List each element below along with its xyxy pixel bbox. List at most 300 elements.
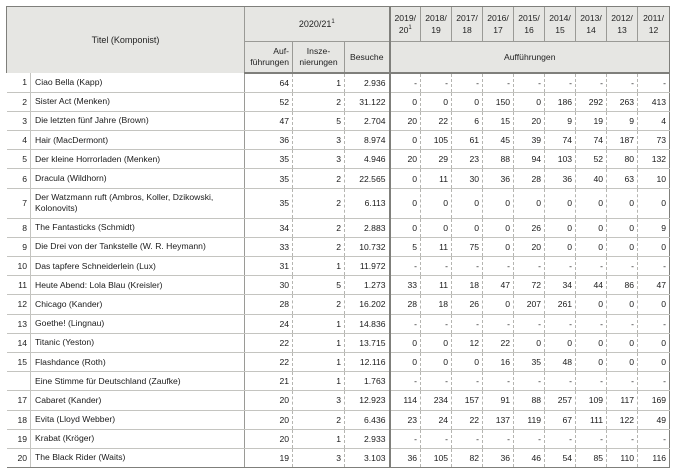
season-performances-cell: 0: [607, 333, 638, 352]
season-performances-cell: 6: [452, 111, 483, 130]
table-row: [7, 237, 670, 256]
table-row: [7, 218, 670, 237]
season-performances-cell: -: [514, 73, 545, 92]
season-performances-cell: 9: [545, 111, 576, 130]
productions-cell: 2: [293, 295, 345, 314]
season-performances-cell: 0: [483, 237, 514, 256]
season-performances-cell: 0: [607, 352, 638, 371]
season-performances-cell: 0: [638, 333, 670, 352]
season-performances-cell: -: [576, 73, 607, 92]
season-performances-cell: 0: [421, 333, 452, 352]
season-performances-cell: 29: [421, 150, 452, 169]
season-performances-cell: -: [390, 429, 421, 448]
season-performances-cell: 36: [545, 169, 576, 188]
season-performances-cell: -: [638, 257, 670, 276]
season-performances-cell: 9: [607, 111, 638, 130]
season-performances-cell: -: [421, 372, 452, 391]
table-row: [7, 150, 670, 169]
visits-header: Besuche: [345, 42, 390, 74]
season-performances-cell: 0: [607, 295, 638, 314]
performances-header: Auf- führungen: [245, 42, 293, 74]
season-performances-cell: -: [390, 257, 421, 276]
rank-cell: 10: [7, 257, 31, 276]
title-cell: Chicago (Kander): [31, 295, 245, 314]
season-performances-cell: 0: [576, 352, 607, 371]
season-header: 2012/ 13: [607, 7, 638, 42]
visits-cell: 4.946: [345, 150, 390, 169]
performances-cell: 20: [245, 429, 293, 448]
season-performances-cell: -: [545, 257, 576, 276]
productions-cell: 2: [293, 92, 345, 111]
season-performances-cell: -: [452, 73, 483, 92]
season-header: 2019/ $20^1$: [390, 7, 421, 42]
rank-cell: 9: [7, 237, 31, 256]
season-performances-cell: -: [483, 314, 514, 333]
season-performances-cell: 61: [452, 131, 483, 150]
season-performances-cell: 0: [514, 188, 545, 218]
season-performances-cell: -: [514, 429, 545, 448]
season-performances-cell: -: [607, 73, 638, 92]
rank-cell: 8: [7, 218, 31, 237]
productions-cell: 3: [293, 131, 345, 150]
season-performances-cell: -: [607, 429, 638, 448]
season-performances-cell: -: [607, 314, 638, 333]
season-performances-cell: 40: [576, 169, 607, 188]
season-performances-cell: 169: [638, 391, 670, 410]
season-header: 2013/ 14: [576, 7, 607, 42]
visits-cell: 12.923: [345, 391, 390, 410]
season-performances-cell: 0: [452, 92, 483, 111]
season-performances-cell: -: [483, 372, 514, 391]
season-performances-cell: 0: [390, 352, 421, 371]
title-cell: Ciao Bella (Kapp): [31, 73, 245, 92]
season-header: 2016/ 17: [483, 7, 514, 42]
title-cell: Sister Act (Menken): [31, 92, 245, 111]
performances-cell: 52: [245, 92, 293, 111]
title-cell: Der kleine Horrorladen (Menken): [31, 150, 245, 169]
season-performances-cell: 0: [638, 352, 670, 371]
season-performances-cell: 234: [421, 391, 452, 410]
season-performances-cell: 0: [638, 188, 670, 218]
table-row: [7, 169, 670, 188]
title-column-header: Titel (Komponist): [7, 7, 245, 74]
table-row: [7, 188, 670, 218]
productions-header: Insze- nierungen: [293, 42, 345, 74]
productions-cell: 3: [293, 150, 345, 169]
season-header: 2014/ 15: [545, 7, 576, 42]
visits-cell: 6.113: [345, 188, 390, 218]
season-performances-cell: -: [607, 372, 638, 391]
season-performances-cell: 114: [390, 391, 421, 410]
rank-cell: 3: [7, 111, 31, 130]
productions-cell: 1: [293, 257, 345, 276]
season-performances-cell: 9: [638, 218, 670, 237]
performances-cell: 33: [245, 237, 293, 256]
rank-cell: 2: [7, 92, 31, 111]
season-performances-cell: 22: [452, 410, 483, 429]
season-performances-cell: 0: [638, 237, 670, 256]
season-performances-cell: 116: [638, 448, 670, 467]
performances-cell: 21: [245, 372, 293, 391]
performances-cell: 64: [245, 73, 293, 92]
title-cell: Der Watzmann ruft (Ambros, Koller, Dzikowski, Kolonovits): [31, 188, 245, 218]
visits-cell: 3.103: [345, 448, 390, 467]
season-performances-cell: -: [421, 257, 452, 276]
season-performances-cell: 119: [514, 410, 545, 429]
title-cell: Titanic (Yeston): [31, 333, 245, 352]
season-performances-cell: -: [545, 372, 576, 391]
title-cell: Flashdance (Roth): [31, 352, 245, 371]
table-row: [7, 257, 670, 276]
visits-cell: 22.565: [345, 169, 390, 188]
season-performances-cell: 33: [390, 276, 421, 295]
season-performances-cell: 91: [483, 391, 514, 410]
season-performances-cell: 11: [421, 169, 452, 188]
title-cell: The Fantasticks (Schmidt): [31, 218, 245, 237]
season-performances-cell: -: [638, 73, 670, 92]
table-row: [7, 111, 670, 130]
season-performances-cell: 49: [638, 410, 670, 429]
season-performances-cell: 292: [576, 92, 607, 111]
season-performances-cell: 0: [390, 333, 421, 352]
performances-group-header: Aufführungen: [390, 42, 670, 74]
season-performances-cell: 85: [576, 448, 607, 467]
productions-cell: 1: [293, 314, 345, 333]
season-performances-cell: 413: [638, 92, 670, 111]
performances-cell: 35: [245, 150, 293, 169]
productions-cell: 5: [293, 111, 345, 130]
season-performances-cell: 26: [514, 218, 545, 237]
season-performances-cell: 0: [607, 218, 638, 237]
season-performances-cell: -: [452, 257, 483, 276]
season-performances-cell: 207: [514, 295, 545, 314]
visits-cell: 16.202: [345, 295, 390, 314]
season-performances-cell: 20: [390, 111, 421, 130]
season-header: 2018/ 19: [421, 7, 452, 42]
season-performances-cell: 0: [483, 295, 514, 314]
productions-cell: 2: [293, 218, 345, 237]
season-performances-cell: 0: [390, 218, 421, 237]
season-performances-cell: 0: [576, 237, 607, 256]
productions-cell: 3: [293, 448, 345, 467]
header-row-top: [7, 7, 670, 42]
season-performances-cell: -: [638, 372, 670, 391]
season-performances-cell: 0: [638, 295, 670, 314]
season-performances-cell: 88: [514, 391, 545, 410]
visits-cell: 1.273: [345, 276, 390, 295]
rank-cell: 6: [7, 169, 31, 188]
performances-cell: 24: [245, 314, 293, 333]
visits-cell: 11.972: [345, 257, 390, 276]
rank-cell: 19: [7, 429, 31, 448]
title-cell: Evita (Lloyd Webber): [31, 410, 245, 429]
season-performances-cell: 45: [483, 131, 514, 150]
visits-cell: 31.122: [345, 92, 390, 111]
performances-cell: 20: [245, 410, 293, 429]
season-performances-cell: 0: [607, 188, 638, 218]
rank-cell: 15: [7, 352, 31, 371]
visits-cell: 10.732: [345, 237, 390, 256]
season-performances-cell: 0: [390, 188, 421, 218]
performances-cell: 35: [245, 169, 293, 188]
season-performances-cell: -: [576, 257, 607, 276]
season-performances-cell: 12: [452, 333, 483, 352]
rank-cell: 1: [7, 73, 31, 92]
title-cell: Heute Abend: Lola Blau (Kreisler): [31, 276, 245, 295]
season-performances-cell: 36: [483, 448, 514, 467]
season-performances-cell: 109: [576, 391, 607, 410]
season-performances-cell: 26: [452, 295, 483, 314]
season-performances-cell: 86: [607, 276, 638, 295]
season-performances-cell: 0: [421, 92, 452, 111]
performances-cell: 34: [245, 218, 293, 237]
season-performances-cell: 105: [421, 448, 452, 467]
table-row: [7, 276, 670, 295]
season-performances-cell: 0: [576, 218, 607, 237]
season-performances-cell: 132: [638, 150, 670, 169]
season-performances-cell: 0: [452, 188, 483, 218]
season-performances-cell: 11: [421, 276, 452, 295]
visits-cell: 8.974: [345, 131, 390, 150]
season-performances-cell: -: [390, 73, 421, 92]
season-performances-cell: 15: [483, 111, 514, 130]
season-performances-cell: 23: [390, 410, 421, 429]
season-performances-cell: -: [576, 372, 607, 391]
season-performances-cell: 20: [390, 150, 421, 169]
performances-cell: 20: [245, 391, 293, 410]
table-row: [7, 131, 670, 150]
table-row: [7, 73, 670, 92]
title-cell: Eine Stimme für Deutschland (Zaufke): [31, 372, 245, 391]
performances-cell: 19: [245, 448, 293, 467]
season-performances-cell: 0: [545, 333, 576, 352]
rank-cell: 13: [7, 314, 31, 333]
productions-cell: 2: [293, 410, 345, 429]
visits-cell: 13.715: [345, 333, 390, 352]
productions-cell: 2: [293, 237, 345, 256]
table-row: [7, 429, 670, 448]
season-performances-cell: -: [483, 73, 514, 92]
season-performances-cell: 0: [576, 188, 607, 218]
season-performances-cell: 47: [483, 276, 514, 295]
performances-cell: 36: [245, 131, 293, 150]
performances-cell: 22: [245, 352, 293, 371]
visits-cell: 2.883: [345, 218, 390, 237]
season-performances-cell: 19: [576, 111, 607, 130]
season-performances-cell: 150: [483, 92, 514, 111]
season-performances-cell: 4: [638, 111, 670, 130]
season-performances-cell: 0: [514, 92, 545, 111]
visits-cell: 14.836: [345, 314, 390, 333]
productions-cell: 1: [293, 73, 345, 92]
title-cell: Hair (MacDermont): [31, 131, 245, 150]
season-performances-cell: -: [638, 429, 670, 448]
season-performances-cell: 0: [390, 169, 421, 188]
performances-cell: 35: [245, 188, 293, 218]
season-performances-cell: 52: [576, 150, 607, 169]
season-performances-cell: -: [545, 429, 576, 448]
visits-cell: 12.116: [345, 352, 390, 371]
season-performances-cell: 18: [452, 276, 483, 295]
season-performances-cell: 0: [576, 295, 607, 314]
season-performances-cell: -: [638, 314, 670, 333]
season-performances-cell: 0: [390, 131, 421, 150]
season-performances-cell: 261: [545, 295, 576, 314]
season-performances-cell: 94: [514, 150, 545, 169]
season-header: 2011/ 12: [638, 7, 670, 42]
visits-cell: 1.763: [345, 372, 390, 391]
season-performances-cell: 67: [545, 410, 576, 429]
season-performances-cell: 103: [545, 150, 576, 169]
season-performances-cell: 44: [576, 276, 607, 295]
season-performances-cell: 18: [421, 295, 452, 314]
visits-cell: 6.436: [345, 410, 390, 429]
season-performances-cell: -: [483, 429, 514, 448]
table-row: [7, 314, 670, 333]
season-performances-cell: 80: [607, 150, 638, 169]
table-row: [7, 410, 670, 429]
table-body: [7, 73, 670, 468]
table-row: [7, 333, 670, 352]
season-performances-cell: 28: [390, 295, 421, 314]
visits-cell: 2.936: [345, 73, 390, 92]
title-cell: Cabaret (Kander): [31, 391, 245, 410]
visits-cell: 2.933: [345, 429, 390, 448]
season-2020-21-header: $2020/21^1$: [245, 7, 390, 42]
productions-cell: 1: [293, 372, 345, 391]
season-performances-cell: 0: [390, 92, 421, 111]
season-performances-cell: 36: [483, 169, 514, 188]
season-performances-cell: 63: [607, 169, 638, 188]
season-performances-cell: 34: [545, 276, 576, 295]
season-performances-cell: 0: [576, 333, 607, 352]
rank-cell: 4: [7, 131, 31, 150]
season-performances-cell: -: [545, 73, 576, 92]
season-performances-cell: 110: [607, 448, 638, 467]
table-row: [7, 448, 670, 467]
season-performances-cell: -: [483, 257, 514, 276]
season-performances-cell: 28: [514, 169, 545, 188]
season-performances-cell: 111: [576, 410, 607, 429]
season-performances-cell: 0: [452, 218, 483, 237]
season-performances-cell: -: [607, 257, 638, 276]
title-cell: Krabat (Kröger): [31, 429, 245, 448]
season-performances-cell: -: [421, 429, 452, 448]
rank-cell: 14: [7, 333, 31, 352]
season-performances-cell: 54: [545, 448, 576, 467]
season-performances-cell: 0: [514, 333, 545, 352]
title-cell: Goethe! (Lingnau): [31, 314, 245, 333]
title-cell: Die Drei von der Tankstelle (W. R. Heymann): [31, 237, 245, 256]
season-performances-cell: 263: [607, 92, 638, 111]
season-performances-cell: 73: [638, 131, 670, 150]
season-performances-cell: 22: [421, 111, 452, 130]
season-performances-cell: 23: [452, 150, 483, 169]
rank-cell: 20: [7, 448, 31, 467]
season-performances-cell: -: [390, 372, 421, 391]
rank-cell: 12: [7, 295, 31, 314]
productions-cell: 2: [293, 169, 345, 188]
season-performances-cell: 72: [514, 276, 545, 295]
season-performances-cell: 0: [545, 218, 576, 237]
performances-cell: 31: [245, 257, 293, 276]
performances-cell: 30: [245, 276, 293, 295]
season-performances-cell: -: [514, 372, 545, 391]
season-performances-cell: 0: [421, 352, 452, 371]
season-performances-cell: -: [390, 314, 421, 333]
rank-cell: 7: [7, 188, 31, 218]
season-performances-cell: 16: [483, 352, 514, 371]
table-row: [7, 295, 670, 314]
season-header: 2015/ 16: [514, 7, 545, 42]
season-performances-cell: -: [514, 314, 545, 333]
season-performances-cell: 122: [607, 410, 638, 429]
season-performances-cell: 0: [545, 188, 576, 218]
season-performances-cell: -: [452, 429, 483, 448]
table-row: [7, 92, 670, 111]
season-performances-cell: 10: [638, 169, 670, 188]
season-performances-cell: 0: [421, 218, 452, 237]
season-performances-cell: 82: [452, 448, 483, 467]
season-performances-cell: 20: [514, 237, 545, 256]
productions-cell: 2: [293, 188, 345, 218]
season-performances-cell: 157: [452, 391, 483, 410]
season-performances-cell: 88: [483, 150, 514, 169]
season-performances-cell: 187: [607, 131, 638, 150]
performances-cell: 47: [245, 111, 293, 130]
visits-cell: 2.704: [345, 111, 390, 130]
season-performances-cell: 74: [545, 131, 576, 150]
season-performances-cell: 46: [514, 448, 545, 467]
rank-cell: 5: [7, 150, 31, 169]
season-performances-cell: 186: [545, 92, 576, 111]
productions-cell: 1: [293, 352, 345, 371]
table-row: [7, 352, 670, 371]
season-performances-cell: 74: [576, 131, 607, 150]
season-performances-cell: 0: [483, 218, 514, 237]
season-performances-cell: 0: [421, 188, 452, 218]
title-cell: Die letzten fünf Jahre (Brown): [31, 111, 245, 130]
title-cell: The Black Rider (Waits): [31, 448, 245, 467]
season-performances-cell: 48: [545, 352, 576, 371]
performances-cell: 28: [245, 295, 293, 314]
title-cell: Dracula (Wildhorn): [31, 169, 245, 188]
season-performances-cell: 24: [421, 410, 452, 429]
rank-cell: 11: [7, 276, 31, 295]
season-performances-cell: 36: [390, 448, 421, 467]
season-performances-cell: -: [576, 314, 607, 333]
season-performances-cell: -: [452, 372, 483, 391]
season-performances-cell: 11: [421, 237, 452, 256]
title-cell: Das tapfere Schneiderlein (Lux): [31, 257, 245, 276]
season-performances-cell: -: [421, 73, 452, 92]
productions-cell: 5: [293, 276, 345, 295]
season-performances-cell: 257: [545, 391, 576, 410]
season-performances-cell: 0: [483, 188, 514, 218]
season-performances-cell: 5: [390, 237, 421, 256]
performances-cell: 22: [245, 333, 293, 352]
season-performances-cell: 105: [421, 131, 452, 150]
season-performances-cell: 20: [514, 111, 545, 130]
season-performances-cell: 0: [545, 237, 576, 256]
rank-cell: 18: [7, 410, 31, 429]
rank-cell: [7, 372, 31, 391]
productions-cell: 3: [293, 391, 345, 410]
season-performances-cell: 30: [452, 169, 483, 188]
productions-cell: 1: [293, 333, 345, 352]
season-performances-cell: -: [514, 257, 545, 276]
table-row: [7, 391, 670, 410]
